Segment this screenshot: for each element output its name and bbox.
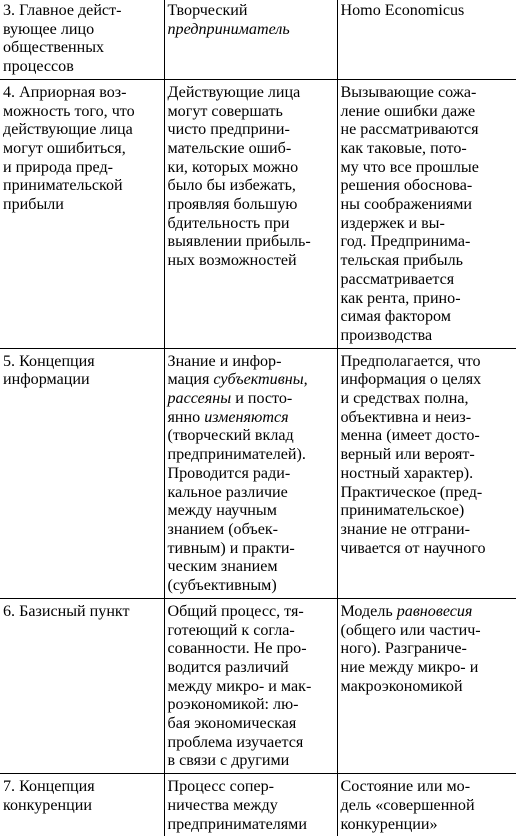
criterion-cell: 4. Априорная воз- можность того, что действующие лица могут ошибиться, и природа пред- принимательской прибыли [0, 79, 164, 348]
neoclassical-view-cell: Предполагается, что информация о целях и средствах полна, объективна и неиз- менна (имеет досто- верный или вероят- ностный характер). Практическое (пред- принимательское) знание не отграни- чивается от научного [337, 348, 516, 598]
criterion-cell: 7. Концепция конкуренции [0, 774, 164, 836]
table-row [0, 79, 516, 348]
criterion-cell: 6. Базисный пункт [0, 598, 164, 773]
neoclassical-view-cell [337, 598, 516, 773]
cell-text: Знание и инфор- мация [167, 352, 282, 389]
cell-italic-text: изменяются [204, 408, 289, 426]
table-row [0, 774, 516, 836]
cell-italic-text: равновесия [396, 602, 473, 620]
criterion-cell: 5. Концепция информации [0, 348, 164, 598]
austrian-view-cell [164, 0, 337, 79]
criterion-cell: 3. Главное дейст- вующее лицо общественных процессов [0, 0, 164, 79]
cell-text: и посто- янно [167, 390, 293, 426]
table-row [0, 348, 516, 598]
cell-text: Модель [340, 602, 397, 620]
austrian-view-cell: Общий процесс, тя- готеющий к согла- сованности. Не про- водится различий между микро- и мак- роэкономикой: лю- бая экономическая проблема изучается в связи с другими [164, 598, 337, 773]
neoclassical-view-cell: Homo Economicus [337, 0, 516, 79]
cell-text: (творческий вклад предпринимателей). Проводится ради- кальное различие между научным знанием (объек- тивным) и практи- ческим знанием (субъективным) [167, 427, 306, 595]
cell-italic-text: предприниматель [167, 20, 290, 38]
table-row [0, 598, 516, 773]
austrian-view-cell: Процесс сопер- ничества между предпринимателями [164, 774, 337, 836]
neoclassical-view-cell: Состояние или мо- дель «совершенной конкуренции» [337, 774, 516, 836]
cell-italic-text: субъективны, рассеяны [167, 371, 308, 408]
neoclassical-view-cell: Вызывающие сожа- ление ошибки даже не рассматриваются как таковые, пото- му что все прошлые решения обоснова- ны соображениями издержек и вы- год. Предпринима- тельская прибыль рассматривается как рента, прино- симая фактором производства [337, 79, 516, 348]
cell-text: (общего или частич- ного). Разграниче- ние между микро- и макроэкономикой [340, 621, 481, 695]
austrian-view-cell [164, 348, 337, 598]
table-row [0, 0, 516, 79]
austrian-view-cell: Действующие лица могут совершать чисто предприни- мательские ошиб- ки, которых можно было бы избежать, проявляя большую бдительность при выявлении прибыль- ных возможностей [164, 79, 337, 348]
cell-text: Творческий [167, 2, 248, 19]
